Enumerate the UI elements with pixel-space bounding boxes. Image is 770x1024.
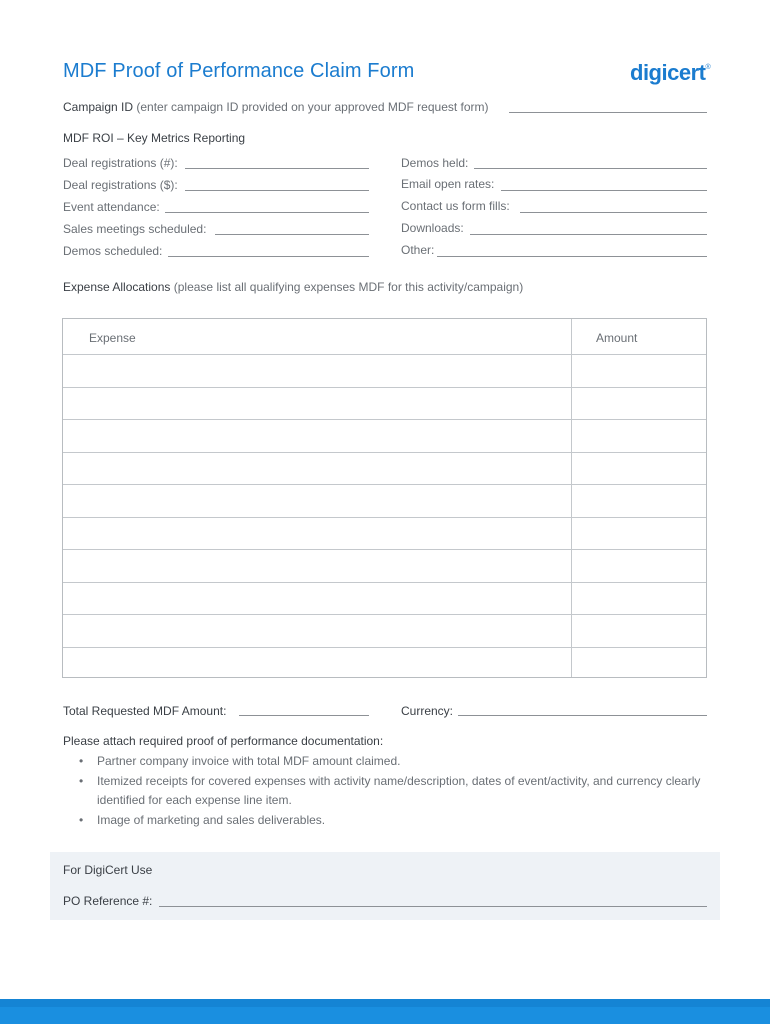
table-row-divider: [63, 549, 706, 550]
currency-label: Currency:: [401, 704, 454, 718]
deal-reg-count-field[interactable]: [185, 168, 369, 169]
page-title: MDF Proof of Performance Claim Form: [63, 60, 415, 82]
other-label: Other:: [401, 243, 435, 257]
downloads-field[interactable]: [470, 234, 707, 235]
downloads-label: Downloads:: [401, 221, 464, 235]
email-open-rates-field[interactable]: [501, 190, 707, 191]
logo-text: digicert: [630, 60, 706, 85]
attach-list: [63, 752, 703, 830]
roi-heading: MDF ROI – Key Metrics Reporting: [63, 131, 246, 145]
table-row-divider: [63, 517, 706, 518]
bullet-icon: •: [79, 773, 84, 788]
demos-scheduled-label: Demos scheduled:: [63, 244, 163, 258]
po-reference-label: PO Reference #:: [63, 894, 153, 908]
footer-stripe: [0, 1007, 770, 1024]
deal-reg-count-label: Deal registrations (#):: [63, 156, 178, 170]
email-open-rates-label: Email open rates:: [401, 177, 495, 191]
campaign-id-field[interactable]: [509, 112, 707, 113]
event-attendance-field[interactable]: [165, 212, 369, 213]
po-reference-field[interactable]: [159, 906, 707, 907]
event-attendance-label: Event attendance:: [63, 200, 160, 214]
campaign-id-hint: (enter campaign ID provided on your approved MDF request form): [136, 100, 489, 114]
table-row-divider: [63, 484, 706, 485]
expense-column-header: Expense: [89, 331, 136, 345]
list-item: [63, 772, 703, 811]
contact-form-fills-field[interactable]: [520, 212, 707, 213]
currency-field[interactable]: [458, 715, 707, 716]
sales-meetings-label: Sales meetings scheduled:: [63, 222, 207, 236]
attach-heading: Please attach required proof of performance documentation:: [63, 734, 384, 748]
total-mdf-field[interactable]: [239, 715, 369, 716]
demos-held-field[interactable]: [474, 168, 707, 169]
digicert-use-heading: For DigiCert Use: [63, 863, 153, 877]
expense-allocations-hint: (please list all qualifying expenses MDF for this activity/campaign): [173, 280, 524, 294]
contact-form-fills-label: Contact us form fills:: [401, 199, 510, 213]
bullet-icon: •: [79, 754, 84, 768]
table-row-divider: [63, 582, 706, 583]
amount-column-header: Amount: [596, 331, 638, 345]
expense-table: [62, 318, 707, 678]
total-mdf-label: Total Requested MDF Amount:: [63, 704, 227, 718]
sales-meetings-field[interactable]: [215, 234, 369, 235]
bullet-icon: •: [79, 812, 84, 827]
list-item: [63, 752, 703, 772]
demos-held-label: Demos held:: [401, 156, 469, 170]
deal-reg-value-label: Deal registrations ($):: [63, 178, 178, 192]
table-row-divider: [63, 647, 706, 648]
table-row-divider: [63, 387, 706, 388]
campaign-id-label: Campaign ID: [63, 100, 134, 114]
campaign-id-row: [63, 100, 489, 114]
table-row-divider: [63, 452, 706, 453]
attach-item-receipts: Itemized receipts for covered expenses with activity name/description, dates of event/activity, and currency clearly identified for each expense line item.: [97, 773, 701, 807]
list-item: [63, 811, 703, 831]
attach-item-deliverables: Image of marketing and sales deliverables.: [97, 812, 326, 827]
column-divider: [571, 319, 572, 677]
demos-scheduled-field[interactable]: [168, 256, 369, 257]
table-row-divider: [63, 419, 706, 420]
registered-mark: ®: [705, 64, 711, 71]
attach-item-invoice: Partner company invoice with total MDF amount claimed.: [97, 754, 401, 768]
footer-bar: [0, 999, 770, 1024]
table-row-divider: [63, 354, 706, 355]
other-field[interactable]: [437, 256, 707, 257]
digicert-logo: [630, 60, 710, 86]
expense-allocations-label: Expense Allocations: [63, 280, 171, 294]
expense-allocations-row: [63, 280, 523, 294]
deal-reg-value-field[interactable]: [185, 190, 369, 191]
table-row-divider: [63, 614, 706, 615]
